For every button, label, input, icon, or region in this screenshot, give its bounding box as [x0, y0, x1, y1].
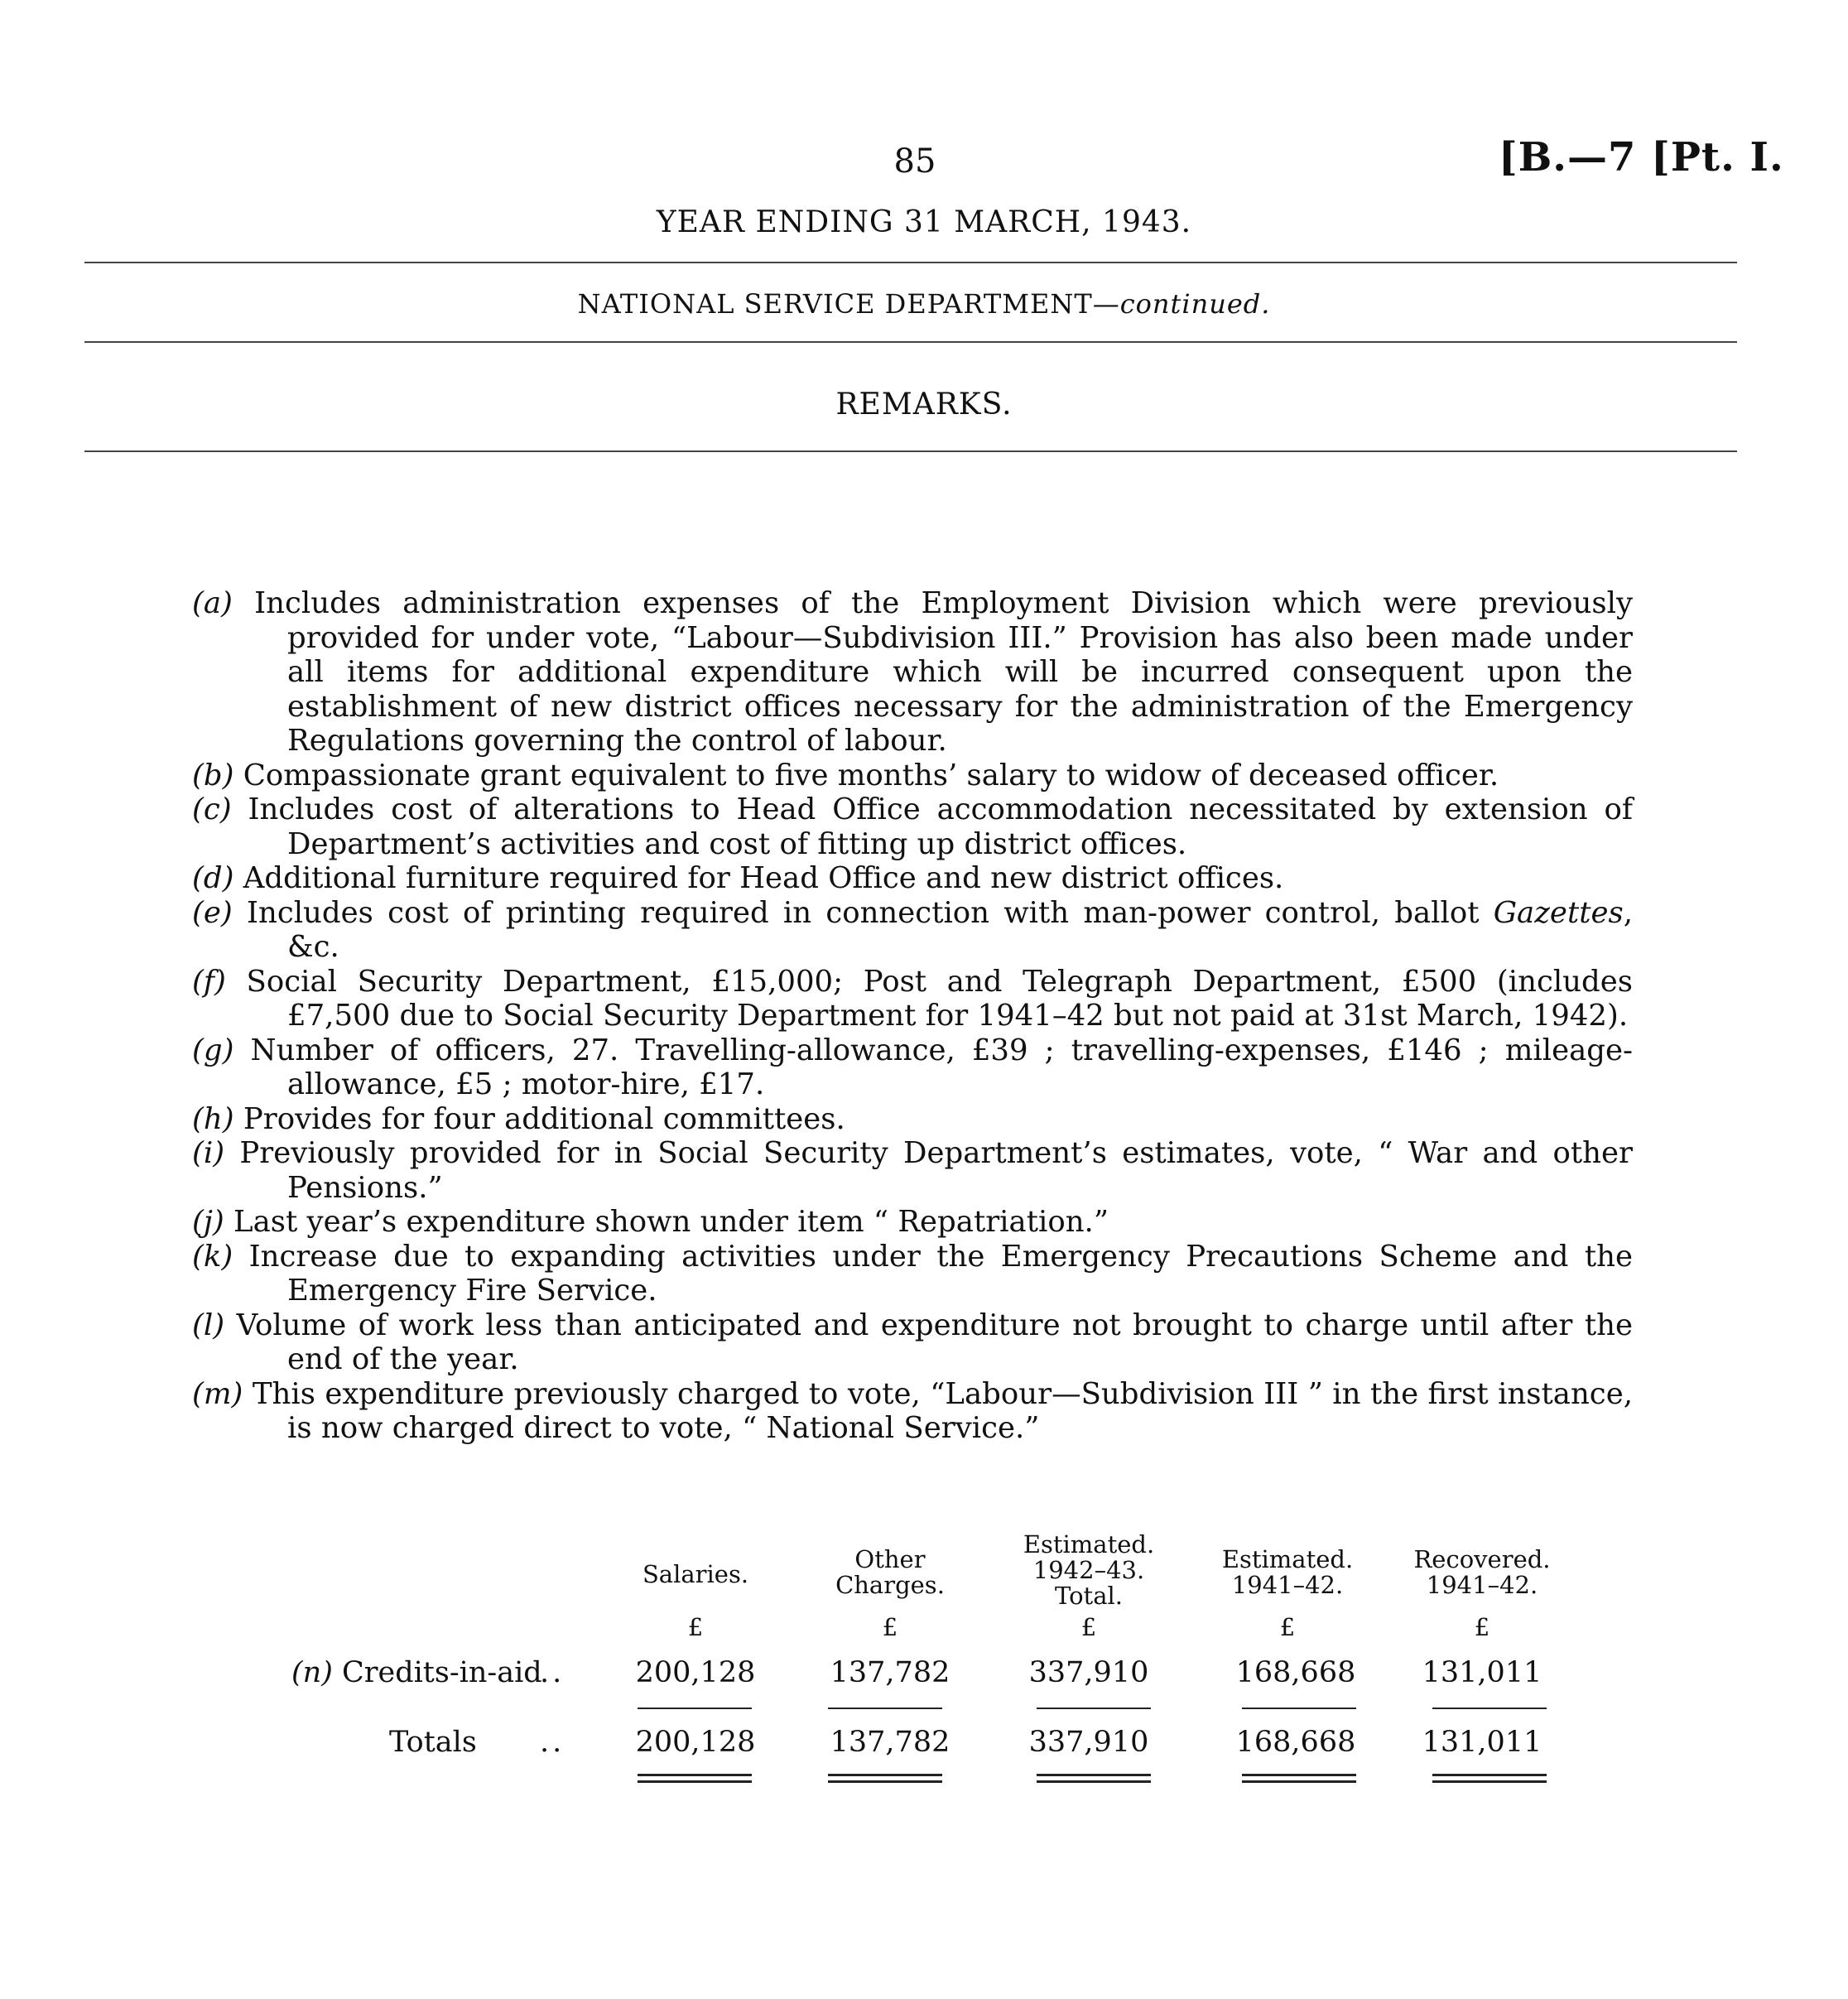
column-header-other-charges [807, 1547, 973, 1598]
year-title: YEAR ENDING 31 MARCH, 1943. [656, 205, 1192, 239]
total-rule [828, 1774, 942, 1776]
header-line: Estimated. [1023, 1530, 1155, 1558]
document-reference: [B.—7 [Pt. I. [1499, 134, 1784, 181]
leader-dots: .. [540, 1726, 565, 1759]
header-line: Recovered. [1413, 1545, 1551, 1573]
header-line: Salaries. [642, 1560, 749, 1588]
remark-label: (g) [192, 1033, 234, 1067]
header-line: 1941–42. [1426, 1571, 1538, 1599]
currency-symbol: £ [1080, 1613, 1097, 1641]
department-continued: —continued. [1092, 288, 1271, 320]
remark-label: (j) [192, 1205, 224, 1239]
table-cell: 337,910 [1028, 1726, 1149, 1759]
remark-label: (h) [192, 1101, 234, 1136]
remark-text: Compassionate grant equivalent to five months’ salary to widow of deceased officer. [243, 758, 1499, 792]
column-header-salaries [629, 1562, 762, 1587]
subtotal-rule [1037, 1708, 1151, 1709]
header-line: Total. [1055, 1582, 1123, 1610]
column-header-estimated-1941-42 [1205, 1547, 1370, 1598]
remark-label: (b) [192, 758, 234, 792]
table-cell: 168,668 [1235, 1656, 1356, 1689]
header-line: Charges. [835, 1571, 945, 1599]
page-number: 85 [893, 142, 936, 181]
remark-text: Includes cost of alterations to Head Office accommodation necessitated by extension of Department’s activities and cost of fitting up district offices. [248, 792, 1633, 861]
total-rule [638, 1780, 752, 1783]
row-label-credits-in-aid [291, 1656, 542, 1689]
total-rule [1037, 1780, 1151, 1783]
table-cell: 131,011 [1422, 1656, 1542, 1689]
remark-label: (e) [192, 895, 233, 930]
total-rule [1432, 1780, 1547, 1783]
currency-symbol: £ [882, 1613, 898, 1641]
remark-label: (f) [192, 964, 226, 999]
row-label-text: Credits-in-aid [332, 1656, 542, 1689]
column-header-estimated-1942-43 [1006, 1532, 1172, 1609]
row-label-text: Totals [389, 1726, 477, 1759]
subtotal-rule [1432, 1708, 1547, 1709]
currency-symbol: £ [687, 1613, 704, 1641]
subtotal-rule [638, 1708, 752, 1709]
remark-text: Previously provided for in Social Security Department’s estimates, vote, “ War and other Pensions.” [239, 1136, 1633, 1205]
department-name: NATIONAL SERVICE DEPARTMENT [577, 288, 1093, 320]
header-line: Other [854, 1545, 926, 1573]
currency-symbol: £ [1474, 1613, 1490, 1641]
remark-label: (m) [192, 1376, 243, 1411]
remark-label: (a) [192, 586, 233, 620]
table-cell: 137,782 [830, 1656, 950, 1689]
remark-text: Includes administration expenses of the Employment Division which were previously provided for under vote, “Labour—Subdivision III.” Provision has also been made under all items for additional expenditure which will be incurred consequent upon the establishment of new district offices necessary for the administration of the Emergency Regulations governing the control of labour. [254, 586, 1633, 758]
leader-dots: .. [540, 1656, 565, 1689]
subtotal-rule [828, 1708, 942, 1709]
row-label-totals [389, 1726, 477, 1759]
remark-label: (l) [192, 1308, 225, 1342]
remark-text: Last year’s expenditure shown under item “ Repatriation.” [233, 1205, 1109, 1239]
table-cell: 131,011 [1422, 1726, 1542, 1759]
header-line: Estimated. [1221, 1545, 1354, 1573]
table-cell: 337,910 [1028, 1656, 1149, 1689]
table-cell: 137,782 [830, 1726, 950, 1759]
remark-text: Provides for four additional committees. [243, 1101, 845, 1136]
currency-symbol: £ [1279, 1613, 1296, 1641]
header-line: 1941–42. [1231, 1571, 1344, 1599]
total-rule [1037, 1774, 1151, 1776]
remark-text: , &c. [287, 895, 1633, 964]
remark-text: Includes cost of printing required in connection with man-power control, ballot [246, 895, 1494, 930]
header-line: 1942–43. [1032, 1556, 1145, 1584]
table-cell: 168,668 [1235, 1726, 1356, 1759]
remark-text: Number of officers, 27. Travelling-allowance, £39 ; travelling-expenses, £146 ; mileage-allowance, £5 ; motor-hire, £17. [250, 1033, 1633, 1101]
remark-text: This expenditure previously charged to vote, “Labour—Subdivision III ” in the first instance, is now charged direct to vote, “ National Service.” [252, 1376, 1633, 1445]
total-rule [1432, 1774, 1547, 1776]
remark-text: Volume of work less than anticipated and expenditure not brought to charge until after the end of the year. [236, 1308, 1633, 1376]
remark-label: (k) [192, 1239, 233, 1274]
table-cell: 200,128 [635, 1656, 756, 1689]
remark-text-italic: Gazettes [1493, 895, 1624, 930]
total-rule [1242, 1780, 1356, 1783]
table-cell: 200,128 [635, 1726, 756, 1759]
remark-label: (c) [192, 792, 232, 826]
remark-text: Increase due to expanding activities under the Emergency Precautions Scheme and the Emergency Fire Service. [248, 1239, 1633, 1308]
subtotal-rule [1242, 1708, 1356, 1709]
remark-text: Additional furniture required for Head Office and new district offices. [243, 861, 1284, 895]
total-rule [638, 1774, 752, 1776]
remark-label: (d) [192, 861, 234, 895]
remark-text: Social Security Department, £15,000; Post and Telegraph Department, £500 (includes £7,500 due to Social Security Department for 1941–42 but not paid at 31st March, 1942). [246, 964, 1633, 1033]
column-header-recovered-1941-42 [1399, 1547, 1565, 1598]
remark-label: (i) [192, 1136, 225, 1170]
total-rule [1242, 1774, 1356, 1776]
remarks-title: REMARKS. [835, 388, 1013, 421]
total-rule [828, 1780, 942, 1783]
row-label-marker: (n) [291, 1656, 333, 1689]
